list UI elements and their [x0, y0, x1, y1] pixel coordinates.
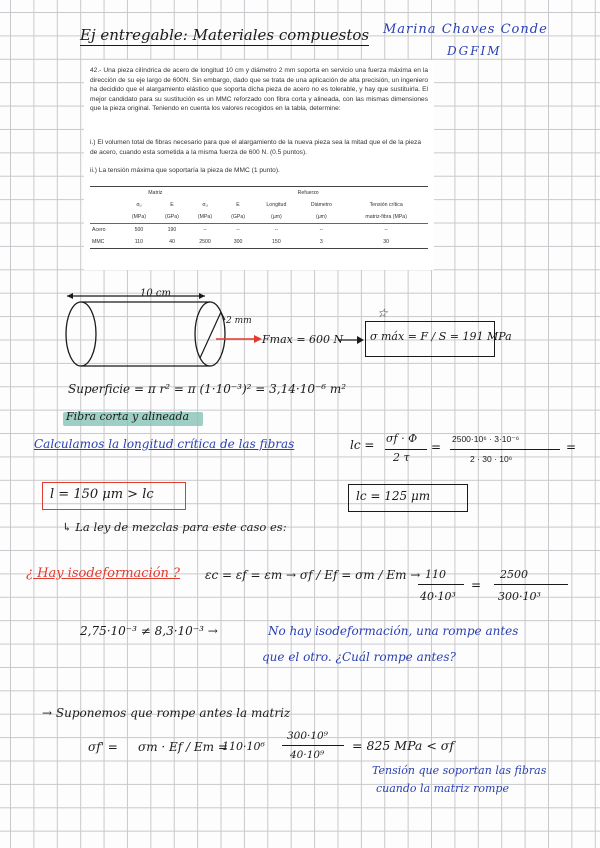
iso-frac2-num: 2500: [500, 568, 528, 581]
iso-frac1-den: 40·10³: [420, 590, 456, 603]
fiber-stress-lhs: σf' =: [88, 740, 118, 754]
table-cell: 150: [254, 236, 298, 249]
iso-conclusion-2: que el otro. ¿Cuál rompe antes?: [262, 650, 456, 664]
fiber-stress-den: 40·10⁹: [290, 749, 325, 761]
fiber-stress-note-2: cuando la matriz rompe: [376, 782, 509, 795]
table-row: [90, 224, 428, 237]
table-cell: 300: [222, 236, 255, 249]
table-unit: (μm): [254, 211, 298, 224]
table-row: [90, 236, 428, 249]
table-header: Longitud: [266, 202, 287, 208]
assumption-line: → Suponemos que rompe antes la matriz: [42, 706, 291, 720]
table-unit: (μm): [298, 211, 344, 224]
fiber-stress-mid: σm · Ef / Em =: [138, 740, 228, 754]
table-cell: 2500: [188, 236, 221, 249]
length-label: 10 cm: [140, 288, 171, 299]
lc-eq-end: =: [566, 440, 577, 454]
force-arrow: [216, 332, 264, 346]
surface-formula: Superficie = π r² = π (1·10⁻³)² = 3,14·10⁻⁶ m²: [68, 382, 347, 396]
lc-eq-sign: =: [431, 440, 442, 454]
table-header: E: [170, 202, 174, 208]
fraction-bar: [494, 584, 568, 585]
star-icon: ☆: [377, 306, 388, 320]
table-row-label: Acero: [92, 227, 106, 233]
table-cell: --: [203, 227, 207, 233]
fraction-bar: [418, 584, 464, 585]
lc-formula-lhs: lc =: [350, 438, 375, 452]
table-row-label: MMC: [90, 236, 122, 249]
table-header: Diámetro: [310, 202, 332, 208]
table-cell: --: [236, 227, 240, 233]
implies-arrow: [336, 333, 366, 347]
table-cell: 190: [167, 227, 177, 233]
strain-comparison: 2,75·10⁻³ ≠ 8,3·10⁻³ →: [80, 624, 218, 638]
problem-statement-image: [84, 60, 434, 270]
lc-fraction2-den: 2 · 30 · 10⁶: [470, 454, 513, 464]
isodeformation-equation: εc = εf = εm → σf / Ef = σm / Em →: [205, 568, 421, 582]
table-cell: 30: [344, 236, 428, 249]
fraction-bar: [450, 449, 560, 450]
table-group-reinforcement: Refuerzo: [188, 187, 428, 200]
table-unit: (GPa): [156, 211, 189, 224]
fiber-stress-num: 300·10⁹: [287, 730, 328, 742]
table-cell: 40: [156, 236, 189, 249]
table-cell: 500: [134, 227, 144, 233]
table-cell: 3: [298, 236, 344, 249]
table-cell: 110: [122, 236, 155, 249]
page-title: Ej entregable: Materiales compuestos: [80, 26, 370, 44]
lc-fraction2-num: 2500·10⁶ · 3·10⁻⁶: [452, 434, 520, 444]
table-header: E: [236, 202, 240, 208]
isodeformation-question: ¿ Hay isodeformación ?: [26, 566, 181, 581]
problem-part-ii: ii.) La tensión máxima que soportaría la pieza de MMC (1 punto).: [90, 167, 280, 174]
iso-frac2-den: 300·10³: [498, 590, 541, 603]
table-unit: (MPa): [122, 211, 155, 224]
table-cell: --: [319, 227, 324, 233]
lc-fraction-num: σf · Φ: [386, 432, 418, 445]
fiber-stress-result: = 825 MPa < σf: [352, 738, 454, 753]
table-header: σᵤ: [202, 202, 208, 208]
critical-length-result: lc = 125 μm: [356, 489, 431, 503]
author-name: Marina Chaves Conde: [383, 22, 548, 37]
critical-length-intro: Calculamos la longitud crítica de las fibras: [34, 437, 295, 451]
force-label: Fmax = 600 N: [262, 333, 344, 346]
diameter-label: 2 mm: [226, 316, 252, 326]
table-header: Tensión crítica: [369, 202, 403, 208]
iso-frac1-num: 110: [425, 568, 446, 581]
properties-table: [90, 186, 428, 249]
lc-fraction-den: 2 τ: [393, 451, 410, 464]
problem-text: 42.- Una pieza cilíndrica de acero de longitud 10 cm y diámetro 2 mm soporta en servicio una fuerza máxima en la dirección de su eje largo de 600N. Sin embargo, dado que se trata de una aplicación de alta precisión, un ingeniero ha decidido que el alargamiento elástico que soporta dicha pieza de acero no es tolerable, y hay que sustituirla. El mejor candidato para su sustitución es un MMC reforzado con fibra corta y alineada, con las mismas dimensiones que la pieza original. Teniendo en cuenta los valores recogidos en la tabla, determine:: [90, 67, 428, 113]
section-tag: Fibra corta y alineada: [66, 410, 190, 423]
group-code: DGFIM: [447, 44, 502, 58]
table-header: σᵤ: [136, 202, 142, 208]
max-stress-formula: σ máx = F / S = 191 MPa: [370, 330, 512, 343]
table-cell: --: [384, 227, 388, 233]
mixture-note: ↳ La ley de mezclas para este caso es:: [62, 520, 287, 534]
table-unit: matriz-fibra (MPa): [344, 211, 428, 224]
table-unit: (MPa): [188, 211, 221, 224]
iso-conclusion-1: No hay isodeformación, una rompe antes: [268, 624, 519, 638]
iso-eq-sign: =: [471, 578, 482, 592]
table-group-matrix: Matriz: [122, 187, 188, 200]
fraction-bar: [282, 745, 344, 746]
fiber-stress-note-1: Tensión que soportan las fibras: [372, 764, 547, 777]
fiber-stress-coef: 110·10⁶: [222, 740, 265, 753]
fiber-length-statement: l = 150 μm > lc: [50, 487, 154, 502]
problem-part-i: i.) El volumen total de fibras necesario para que el alargamiento de la nueva pieza sea la mitad que el de la pieza de acero, cuando esta sometida a la misma fuerza de 600 N. (0.5 puntos).: [90, 139, 421, 156]
table-cell: --: [274, 227, 279, 233]
table-unit: (GPa): [222, 211, 255, 224]
